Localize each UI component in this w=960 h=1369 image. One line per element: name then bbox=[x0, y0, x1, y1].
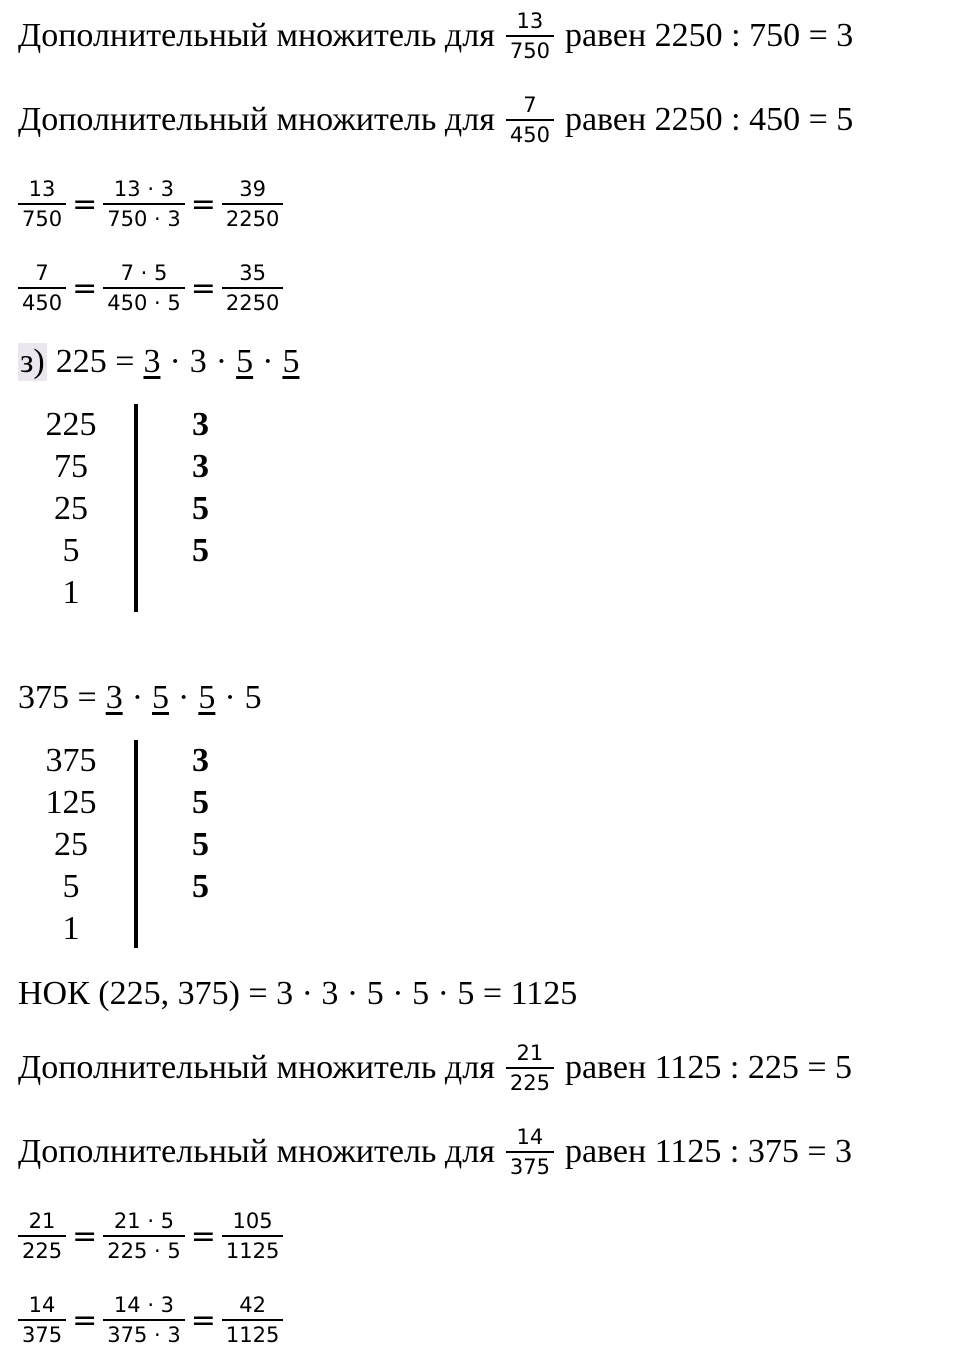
numerator: 21 bbox=[516, 1040, 544, 1065]
fraction-7-450 bbox=[508, 92, 552, 147]
denominator: 1125 bbox=[222, 1319, 283, 1346]
fraction bbox=[224, 260, 281, 315]
dot: · bbox=[169, 343, 181, 380]
denominator: 450 bbox=[18, 287, 66, 314]
divisor: 3 bbox=[192, 742, 209, 779]
denominator: 375 bbox=[18, 1319, 66, 1346]
factor: 5 bbox=[152, 679, 170, 716]
denominator: 1125 bbox=[222, 1235, 283, 1262]
multiplier-line-3 bbox=[18, 1038, 852, 1098]
table-row bbox=[28, 446, 268, 488]
section-label: з) bbox=[20, 343, 45, 380]
factorization-prefix: 375 = bbox=[18, 679, 97, 716]
multiplier-line-4 bbox=[18, 1122, 852, 1182]
dividend: 375 bbox=[45, 742, 97, 779]
factor: 3 bbox=[189, 343, 207, 380]
denominator: 2250 bbox=[222, 287, 283, 314]
numerator: 14 bbox=[28, 1292, 56, 1317]
dividend: 125 bbox=[45, 784, 97, 821]
fraction bbox=[224, 176, 281, 231]
fraction bbox=[224, 1292, 281, 1347]
denominator: 2250 bbox=[222, 203, 283, 230]
numerator: 21 · 5 bbox=[113, 1208, 175, 1233]
factor: 3 bbox=[143, 343, 161, 380]
fraction-equation-2 bbox=[18, 258, 283, 318]
table-row bbox=[28, 824, 268, 866]
numerator: 35 bbox=[239, 260, 266, 285]
lcm-line bbox=[18, 964, 577, 1024]
fraction bbox=[20, 1208, 64, 1263]
factor: 5 bbox=[198, 679, 216, 716]
denominator: 450 · 5 bbox=[103, 287, 184, 314]
factor: 3 bbox=[105, 679, 123, 716]
multiplier-text: Дополнительный множитель для bbox=[18, 101, 495, 138]
fraction-equation-4 bbox=[18, 1290, 283, 1350]
numerator: 14 bbox=[516, 1124, 544, 1149]
numerator: 7 bbox=[523, 92, 537, 117]
multiplier-result: равен 1125 : 225 = 5 bbox=[564, 1049, 853, 1086]
factor: 5 bbox=[282, 343, 300, 380]
multiplier-result: равен 2250 : 750 = 3 bbox=[564, 17, 854, 54]
table-row bbox=[28, 572, 268, 614]
denominator: 375 bbox=[506, 1151, 554, 1178]
fraction bbox=[105, 176, 182, 231]
divisor: 3 bbox=[192, 448, 209, 485]
denominator: 750 bbox=[18, 203, 66, 230]
dividend: 5 bbox=[62, 532, 80, 569]
denominator: 450 bbox=[506, 119, 554, 146]
fraction-13-750 bbox=[508, 8, 552, 63]
divisor: 5 bbox=[192, 784, 209, 821]
dot: · bbox=[178, 679, 190, 716]
table-row bbox=[28, 530, 268, 572]
fraction-21-225 bbox=[508, 1040, 552, 1095]
denominator: 375 · 3 bbox=[103, 1319, 184, 1346]
equals-sign: = bbox=[72, 1218, 98, 1254]
dividend: 25 bbox=[54, 826, 88, 863]
denominator: 225 · 5 bbox=[103, 1235, 184, 1262]
dividend: 75 bbox=[54, 448, 88, 485]
fraction-equation-1 bbox=[18, 174, 283, 234]
fraction bbox=[20, 260, 64, 315]
table-row bbox=[28, 908, 268, 950]
denominator: 750 bbox=[506, 35, 554, 62]
multiplier-result: равен 1125 : 375 = 3 bbox=[564, 1133, 853, 1170]
table-row bbox=[28, 488, 268, 530]
equals-sign: = bbox=[72, 1302, 98, 1338]
multiplier-line-1 bbox=[18, 6, 853, 66]
table-row bbox=[28, 866, 268, 908]
divisor: 5 bbox=[192, 532, 209, 569]
denominator: 225 bbox=[506, 1067, 554, 1094]
multiplier-text: Дополнительный множитель для bbox=[18, 1049, 495, 1086]
dot: · bbox=[224, 679, 236, 716]
numerator: 7 bbox=[35, 260, 49, 285]
table-row bbox=[28, 404, 268, 446]
fraction bbox=[105, 1292, 182, 1347]
dividend: 5 bbox=[62, 868, 80, 905]
fraction bbox=[105, 260, 182, 315]
fraction-14-375 bbox=[508, 1124, 552, 1179]
table-row bbox=[28, 782, 268, 824]
divisor: 5 bbox=[192, 826, 209, 863]
equals-sign: = bbox=[190, 1218, 216, 1254]
numerator: 105 bbox=[232, 1208, 273, 1233]
equals-sign: = bbox=[190, 186, 216, 222]
equals-sign: = bbox=[190, 1302, 216, 1338]
equals-sign: = bbox=[72, 270, 98, 306]
dot: · bbox=[131, 679, 144, 716]
numerator: 21 bbox=[28, 1208, 56, 1233]
equals-sign: = bbox=[72, 186, 98, 222]
divisor: 5 bbox=[192, 490, 209, 527]
table-row bbox=[28, 740, 268, 782]
dividend: 1 bbox=[62, 574, 80, 611]
equals-sign: = bbox=[190, 270, 216, 306]
lcm-text: НОК (225, 375) = 3 · 3 · 5 · 5 · 5 = 1125 bbox=[18, 975, 578, 1012]
numerator: 13 · 3 bbox=[113, 176, 175, 201]
factorization-prefix: 225 = bbox=[55, 343, 135, 380]
denominator: 750 · 3 bbox=[103, 203, 184, 230]
factor: 5 bbox=[244, 679, 262, 716]
dividend: 225 bbox=[45, 406, 97, 443]
factorization-375 bbox=[18, 668, 262, 728]
multiplier-text: Дополнительный множитель для bbox=[18, 1133, 495, 1170]
denominator: 225 bbox=[18, 1235, 66, 1262]
fraction bbox=[224, 1208, 281, 1263]
factor-table-225 bbox=[28, 404, 268, 614]
fraction bbox=[20, 1292, 64, 1347]
fraction bbox=[105, 1208, 182, 1263]
multiplier-result: равен 2250 : 450 = 5 bbox=[564, 101, 854, 138]
fraction bbox=[20, 176, 64, 231]
numerator: 13 bbox=[28, 176, 56, 201]
dot: · bbox=[215, 343, 228, 380]
multiplier-text: Дополнительный множитель для bbox=[18, 17, 495, 54]
numerator: 42 bbox=[239, 1292, 266, 1317]
numerator: 13 bbox=[516, 8, 544, 33]
divisor: 5 bbox=[192, 868, 209, 905]
numerator: 7 · 5 bbox=[120, 260, 168, 285]
dividend: 25 bbox=[54, 490, 88, 527]
dividend: 1 bbox=[62, 910, 80, 947]
dot: · bbox=[262, 343, 274, 380]
numerator: 39 bbox=[239, 176, 266, 201]
fraction-equation-3 bbox=[18, 1206, 283, 1266]
multiplier-line-2 bbox=[18, 90, 853, 150]
divisor: 3 bbox=[192, 406, 209, 443]
factor-table-375 bbox=[28, 740, 268, 950]
factor: 5 bbox=[236, 343, 254, 380]
factorization-225 bbox=[18, 332, 299, 392]
numerator: 14 · 3 bbox=[113, 1292, 175, 1317]
